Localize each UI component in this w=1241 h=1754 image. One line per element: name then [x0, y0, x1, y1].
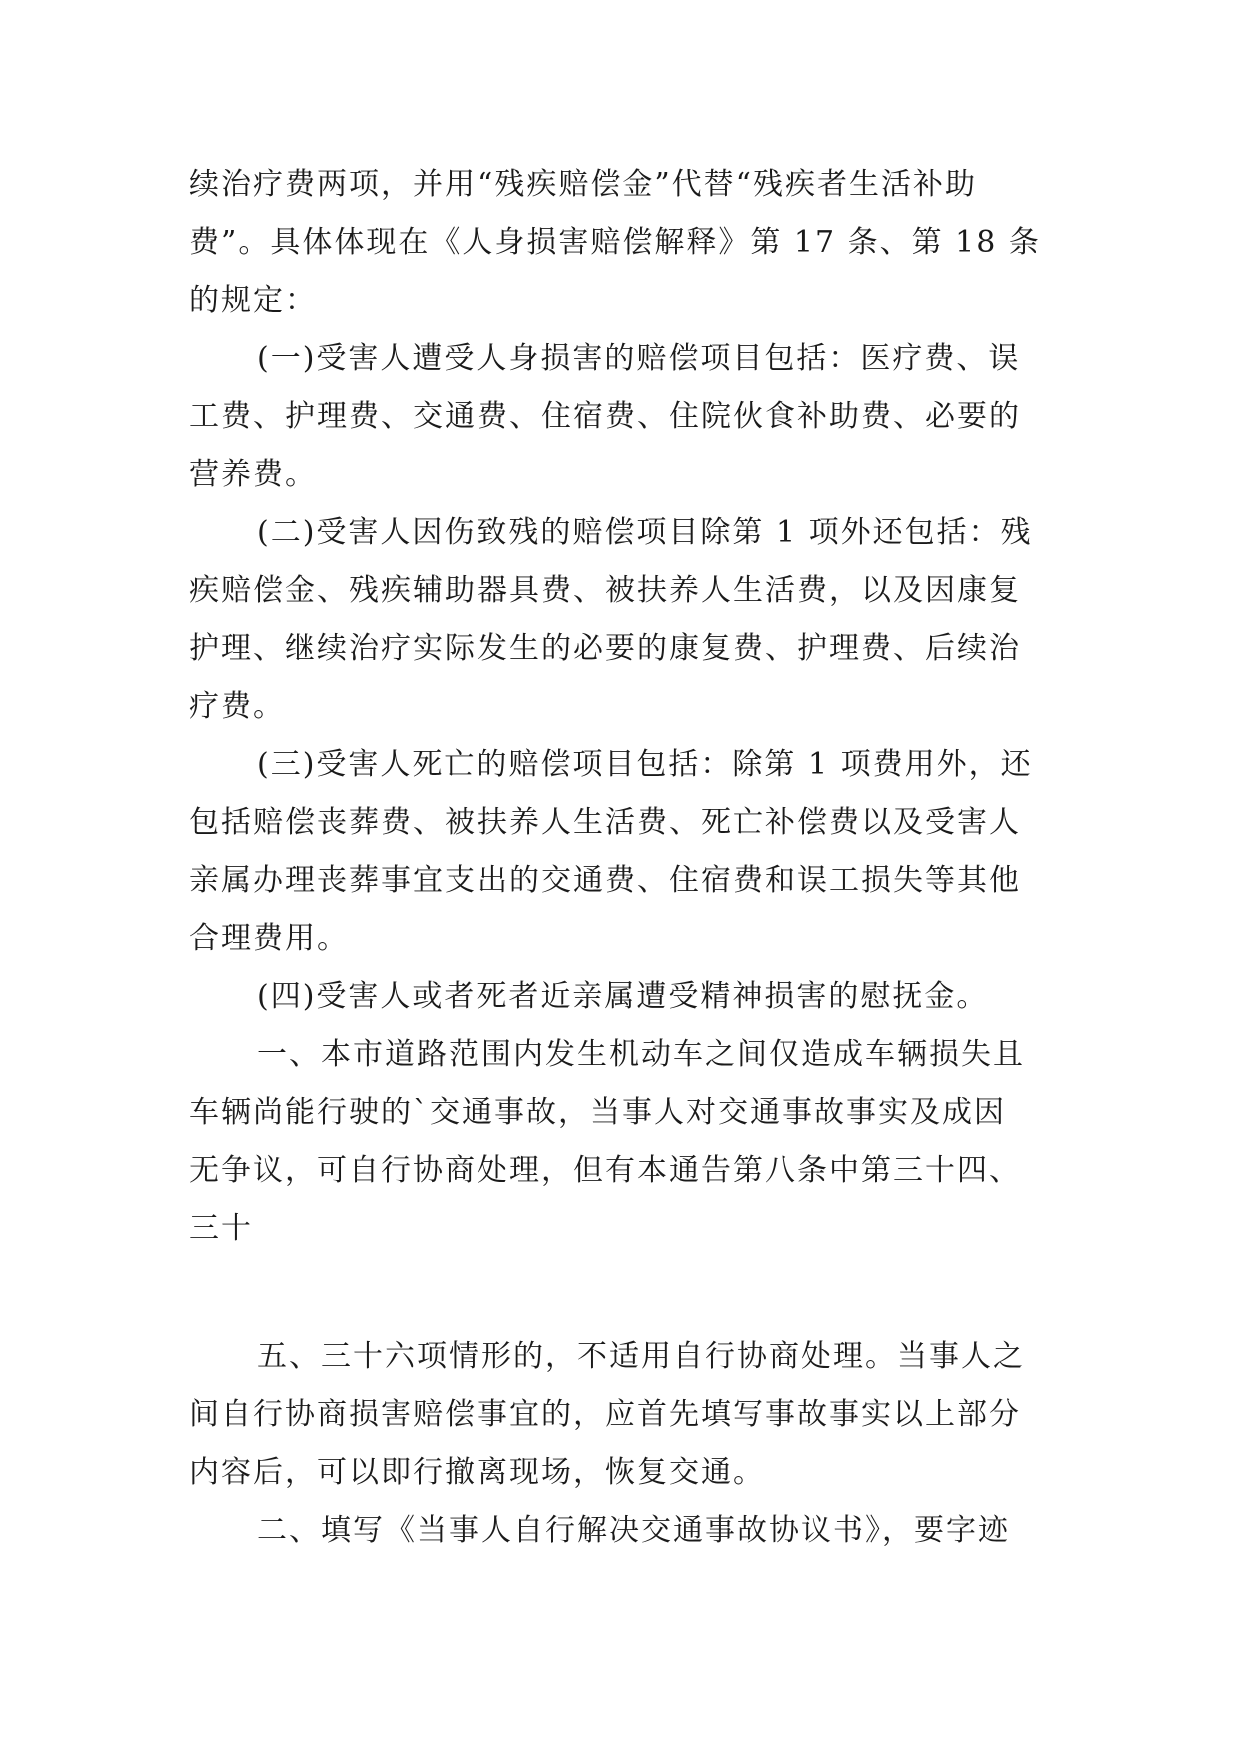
text-line: 车辆尚能行驶的`交通事故，当事人对交通事故事实及成因 [189, 1095, 1006, 1130]
text-line: 三十 [189, 1211, 253, 1246]
text-line: 合理费用。 [189, 921, 349, 956]
text-line: 间自行协商损害赔偿事宜的，应首先填写事故事实以上部分 [189, 1397, 1021, 1432]
text-line: 费”。具体体现在《人身损害赔偿解释》第 17 条、第 18 条 [189, 225, 1041, 260]
text-line: 工费、护理费、交通费、住宿费、住院伙食补助费、必要的 [189, 399, 1021, 434]
text-line: 二、填写《当事人自行解决交通事故协议书》，要字迹 [257, 1513, 1010, 1548]
text-line: 一、本市道路范围内发生机动车之间仅造成车辆损失且 [257, 1037, 1025, 1072]
text-line: 营养费。 [189, 457, 317, 492]
text-line: 内容后，可以即行撤离现场，恢复交通。 [189, 1455, 765, 1490]
text-line: 护理、继续治疗实际发生的必要的康复费、护理费、后续治 [189, 631, 1021, 666]
text-line: 的规定： [189, 283, 317, 318]
text-line: (二)受害人因伤致残的赔偿项目除第 1 项外还包括：残 [257, 515, 1033, 550]
text-line: 疗费。 [189, 689, 285, 724]
text-block-upper [189, 156, 1059, 1258]
text-line: 五、三十六项情形的，不适用自行协商处理。当事人之 [257, 1339, 1025, 1374]
text-line: 包括赔偿丧葬费、被扶养人生活费、死亡补偿费以及受害人 [189, 805, 1021, 840]
text-line: (四)受害人或者死者近亲属遭受精神损害的慰抚金。 [257, 979, 989, 1014]
text-line: (三)受害人死亡的赔偿项目包括：除第 1 项费用外，还 [257, 747, 1033, 782]
text-line: 疾赔偿金、残疾辅助器具费、被扶养人生活费，以及因康复 [189, 573, 1021, 608]
text-line: 无争议，可自行协商处理，但有本通告第八条中第三十四、 [189, 1153, 1021, 1188]
text-line: 亲属办理丧葬事宜支出的交通费、住宿费和误工损失等其他 [189, 863, 1021, 898]
text-line: 续治疗费两项，并用“残疾赔偿金”代替“残疾者生活补助 [189, 167, 978, 202]
text-line: (一)受害人遭受人身损害的赔偿项目包括：医疗费、误 [257, 341, 1021, 376]
text-block-lower [189, 1328, 1059, 1560]
